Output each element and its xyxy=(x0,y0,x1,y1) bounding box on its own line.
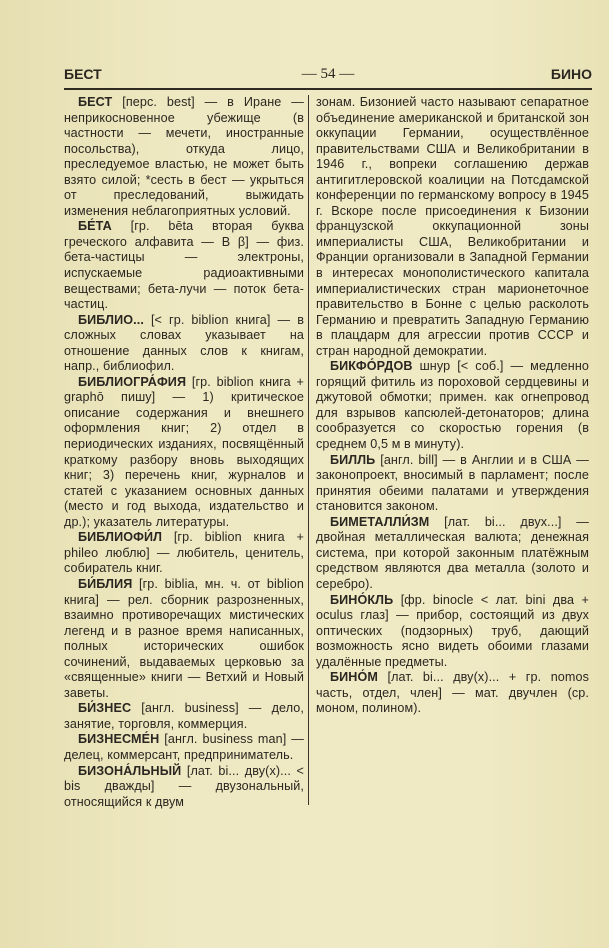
definition: [англ. business] — дело, занятие, торговля, коммерция. xyxy=(64,701,304,731)
definition: [лат. bi... дву(х)... < bis дважды] — двузональный, относящийся к двум xyxy=(64,763,304,809)
headword: БИЗНЕСМЕ́Н xyxy=(78,732,160,747)
definition: [< гр. biblion книга] — в сложных словах указывает на отношение данных слов к книгам, напр., библиофил. xyxy=(64,312,304,374)
definition: [перс. best] — в Иране — неприкосновенное убежище (в частности — мечети, иностранные посольства), откуда лицо, преследуемое властью, не может быть взято силой; *сесть в бест — укрыться от преследований, выжидать изменения неблагоприятных условий. xyxy=(64,95,304,218)
entry xyxy=(64,313,304,375)
running-header xyxy=(64,66,592,88)
headword: БИБЛИОФИ́Л xyxy=(78,530,163,545)
headword: БИНО́М xyxy=(330,670,378,685)
headword: БЕСТ xyxy=(78,95,113,109)
definition: [англ. bill] — в Англии и в США — законопроект, вносимый в парламент; после принятия обеими палатами и утверждения становится законом. xyxy=(316,452,589,514)
definition: шнур [< соб.] — медленно горящий фитиль из пороховой сердцевины и джутовой обмотки; примен. как огнепровод для взрывов капсюлей-детонаторов; длина сообразуется со скоростью горения (в среднем 0,5 м в минуту). xyxy=(316,359,589,452)
headword: БИ́ЗНЕС xyxy=(78,701,132,716)
headword: БИЗОНА́ЛЬНЫЙ xyxy=(78,763,182,778)
entry xyxy=(64,764,304,811)
headword: БИБЛИОГРА́ФИЯ xyxy=(78,374,187,389)
headword: БИБЛИО... xyxy=(78,312,144,327)
entry xyxy=(64,577,304,701)
entry xyxy=(64,701,304,732)
entry xyxy=(316,593,589,671)
header-rule xyxy=(64,88,592,90)
header-last-word: БИНО xyxy=(550,66,592,82)
definition: [лат. bi... двух...] — двойная металлическая валюта; денежная система, при которой законным платёжным средством являются два металла (золото и серебро). xyxy=(316,514,589,591)
entry xyxy=(64,732,304,763)
header-first-word: БЕСТ xyxy=(64,66,102,82)
right-column xyxy=(316,95,589,717)
entry xyxy=(64,375,304,530)
definition: [англ. business man] — делец, коммерсант, предприниматель. xyxy=(64,732,304,762)
entry xyxy=(316,453,589,515)
entry xyxy=(316,359,589,452)
definition: [гр. biblia, мн. ч. от biblion книга] — рел. сборник разрозненных, взаимно противоречащих мистических легенд и в разное время написанных, полных исторических ошибок сочинений, выдаваемых церковью за «священные» книги — Ветхий и Новый заветы. xyxy=(64,576,304,700)
entry-continuation: зонам. Бизонией часто называют сепаратное объединение американской и британской зон оккупации Германии, осуществлённое правительствами США и Великобритании в 1946 г., вопреки соглашению держав антигитлеровской коалиции на Потсдамской конференции по германскому вопросу в 1945 г. Вскоре после присоединения к Бизонии французской оккупационной зоны империалисты США, Великобритании и Франции организовали в Западной Германии в интересах монополистического капитала империалистических стран марионеточное правительство в Бонне с целью расколоть Германию и превратить Западную Германию в плацдарм для агрессии против СССР и стран народной демократии. xyxy=(316,95,589,358)
entry xyxy=(316,515,589,593)
definition: [фр. binocle < лат. bini два + oculus глаз] — прибор, состоящий из двух оптических (подзорных) труб, дающий возможность ясно видеть обоими глазами удалённые предметы. xyxy=(316,592,589,669)
headword: БИ́БЛИЯ xyxy=(78,576,133,591)
entry xyxy=(316,670,589,717)
entry xyxy=(64,219,304,312)
headword: БЕ́ТА xyxy=(78,219,112,234)
definition: [гр. biblion книга + phileo люблю] — любитель, ценитель, собиратель книг. xyxy=(64,530,304,576)
page-number: — 54 — xyxy=(301,66,355,82)
column-divider xyxy=(308,95,309,805)
headword: БИМЕТАЛЛИ́ЗМ xyxy=(330,514,430,529)
entry xyxy=(64,95,304,219)
definition: [гр. biblion книга + graphō пишу] — 1) критическое описание содержания и внешнего оформления книг; 2) отдел в периодических изданиях, посвящённый краткому разбору вновь выходящих книг; 3) перечень книг, журналов и статей с указанием основных данных (место и год выхода, издательство и др.); указатель литературы. xyxy=(64,374,304,529)
definition: [гр. bēta вторая буква греческого алфавита — B β] — физ. бета-частицы — электроны, испускаемые радиоактивными веществами; бета-лучи — поток бета-частиц. xyxy=(64,219,304,312)
entry xyxy=(64,530,304,577)
left-column xyxy=(64,95,304,810)
definition: [лат. bi... дву(х)... + гр. nomos часть, отдел, член] — мат. двучлен (ср. моном, полином). xyxy=(316,670,589,716)
headword: БИКФО́РДОВ xyxy=(330,359,413,374)
headword: БИНО́КЛЬ xyxy=(330,592,394,607)
headword: БИЛЛЬ xyxy=(330,452,376,467)
